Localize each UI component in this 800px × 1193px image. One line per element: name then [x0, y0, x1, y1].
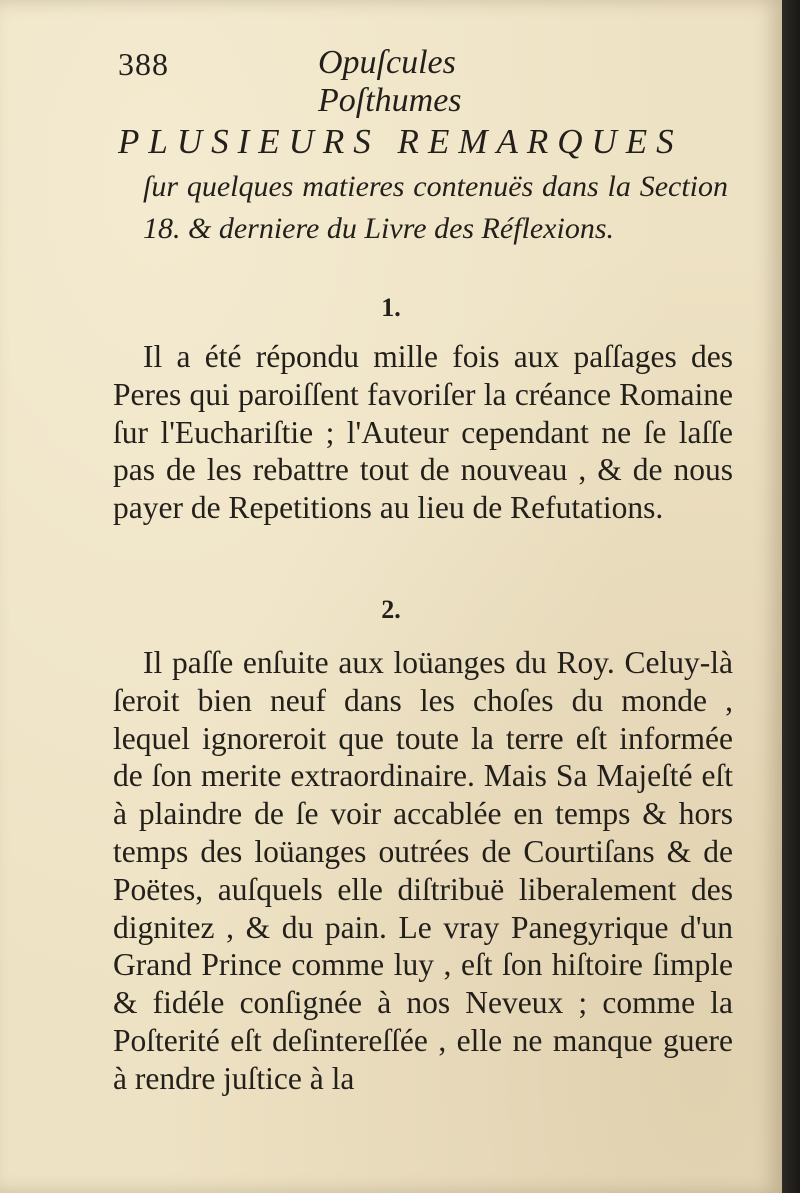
- page-header: [118, 42, 598, 119]
- paragraph-number-1: 1.: [381, 293, 401, 322]
- running-head: Opuſcules Poſthumes: [318, 44, 462, 119]
- page-edge: [782, 0, 800, 1193]
- paragraph-2: Il paſſe enſuite aux loüanges du Roy. Celuy-là ſeroit bien neuf dans les choſes du monde , lequel ignoreroit que toute la terre eſt informée de ſon merite extraordinaire. Mais Sa Majeſté eſt à plaindre de ſe voir accablée en temps & hors temps des loüanges outrées de Courtiſans & de Poëtes, auſquels elle diſtribuë liberalement des dignitez , & du pain. Le vray Panegyrique d'un Grand Prince comme luy , eſt ſon hiſtoire ſimple & fidéle conſignée à nos Neveux ; comme la Poſterité eſt deſintereſſée , elle ne manque guere à rendre juſtice à la: [113, 645, 733, 1096]
- section-subtitle: ſur quelques matieres contenuës dans la Section 18. & derniere du Livre des Réflexions.: [143, 170, 728, 245]
- paragraph-number-2: 2.: [381, 595, 401, 624]
- paragraph-1: Il a été répondu mille fois aux paſſages des Peres qui paroiſſent favoriſer la créance Romaine ſur l'Euchariſtie ; l'Auteur cependant ne ſe laſſe pas de les rebattre tout de nouveau , & de nous payer de Repetitions au lieu de Refutations.: [113, 339, 733, 526]
- page-number: 388: [118, 46, 169, 82]
- section-title: PLUSIEURS REMARQUES: [118, 122, 683, 161]
